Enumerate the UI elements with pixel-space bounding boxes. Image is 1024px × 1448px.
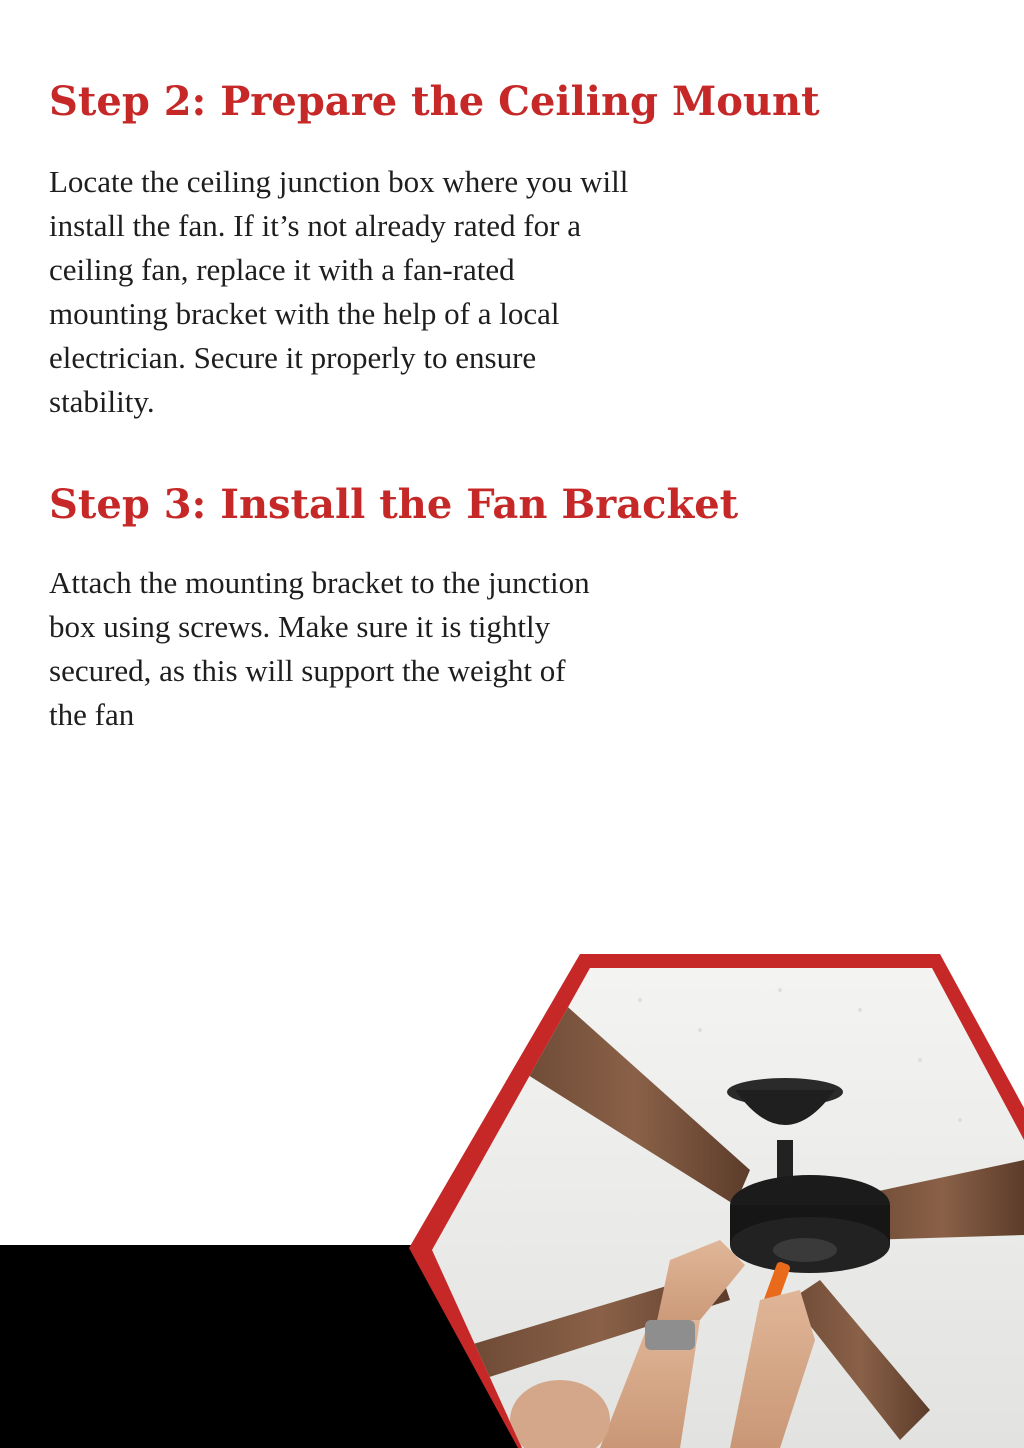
step-2-line: Locate the ceiling junction box where you will (49, 164, 629, 199)
step-3-line: Attach the mounting bracket to the junction (49, 565, 590, 600)
step-3-line: the fan (49, 697, 135, 732)
step-3-line: secured, as this will support the weight of (49, 653, 566, 688)
step-3-title: Step 3: Install the Fan Bracket (49, 481, 739, 528)
step-2-line: stability. (49, 384, 155, 419)
photo-content (400, 950, 1024, 1448)
step-3-line: box using screws. Make sure it is tightly (49, 609, 551, 644)
step-2-line: ceiling fan, replace it with a fan-rated (49, 252, 515, 287)
step-2-line: mounting bracket with the help of a local (49, 296, 560, 331)
step-2-title: Step 2: Prepare the Ceiling Mount (49, 78, 820, 125)
step-2-line: install the fan. If it’s not already rated for a (49, 208, 581, 243)
step-2-line: electrician. Secure it properly to ensure (49, 340, 537, 375)
